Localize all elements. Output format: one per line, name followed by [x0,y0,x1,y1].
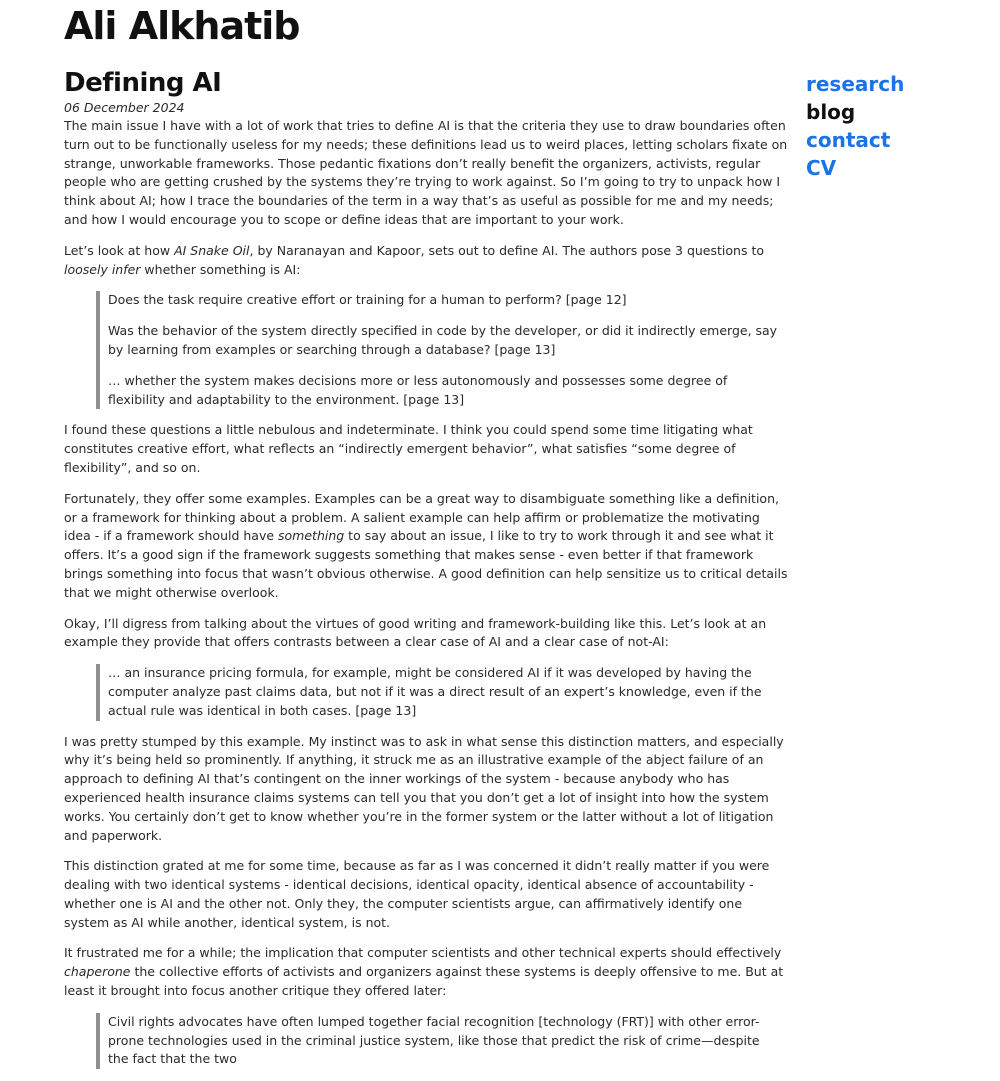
text-run: whether something is AI: [140,261,301,277]
emphasis: loosely infer [64,261,141,277]
blockquote [96,1013,788,1069]
nav-link-blog[interactable]: blog [806,100,856,124]
post-paragraph [64,490,788,603]
book-title: AI Snake Oil [174,242,250,258]
emphasis: chaperone [64,964,131,980]
text-run: Fortunately, they offer some examples. Examples can be a great way to disambiguate something like a definition, or a framework for thinking about a problem. A salient example can help affirm or problematize the motivating idea - if a framework should have [64,490,779,544]
post-paragraph: Okay, I’ll digress from talking about the virtues of good writing and framework-building like this. Let’s look at an example they provide that offers contrasts between a clear case of AI and a clear case of not-AI: [64,615,767,650]
blog-post [64,66,788,1081]
blockquote [96,664,788,720]
nav-link-research[interactable]: research [806,72,905,96]
quote-paragraph: Does the task require creative effort or training for a human to perform? [page 12] [108,292,627,308]
nav-link-cv[interactable]: CV [806,156,837,180]
post-title: Defining AI [64,68,222,98]
blockquote [96,291,788,409]
text-run: , by Naranayan and Kapoor, sets out to define AI. The authors pose 3 questions to [249,242,764,258]
post-paragraph [64,944,788,1000]
post-paragraph [64,242,788,280]
post-paragraph: The main issue I have with a lot of work that tries to define AI is that the criteria they use to draw boundaries often turn out to be functionally useless for my needs; these definitions lead us to weird places, letting scholars fixate on strange, unworkable frameworks. Those pedantic fixations don’t really benefit the organizers, activists, regular people who are getting crushed by the systems they’re trying to work against. So I’m going to try to unpack how I think about AI; how I trace the boundaries of the term in a way that’s as useful as possible for me and my needs; and how I would encourage you to scope or define ideas that are important to your work. [64,118,788,227]
quote-paragraph: … an insurance pricing formula, for example, might be considered AI if it was developed by having the computer analyze past claims data, but not if it was a direct result of an expert’s knowledge, even if the actual rule was identical in both cases. [page 13] [108,665,762,718]
post-paragraph: This distinction grated at me for some time, because as far as I was concerned it didn’t really matter if you were dealing with two identical systems - identical decisions, identical opacity, identical absence of accountability - whether one is AI and the other not. Only they, the computer scientists argue, can affirmatively identify one system as AI while another, identical system, is not. [64,858,770,930]
post-paragraph: I found these questions a little nebulous and indeterminate. I think you could spend some time litigating what constitutes creative effort, what reflects an “indirectly emergent behavior”, what satisfies “some degree of flexibility”, and so on. [64,422,753,475]
text-run: Let’s look at how [64,242,175,258]
post-date: 06 December 2024 [64,100,185,115]
quote-paragraph: … whether the system makes decisions more or less autonomously and possesses some degree of flexibility and adaptability to the environment. [page 13] [108,372,728,407]
text-run: It frustrated me for a while; the implication that computer scientists and other technical experts should effectively [64,945,782,961]
emphasis: something [278,528,345,544]
quote-paragraph: Was the behavior of the system directly specified in code by the developer, or did it indirectly emerge, say by learning from examples or searching through a database? [page 13] [108,323,778,357]
text-run: the collective efforts of activists and organizers against these systems is deeply offensive to me. But at least it brought into focus another critique they offered later: [64,964,784,999]
text-run: to say about an issue, I like to try to work through it and see what it offers. It’s a good sign if the framework suggests something that makes sense - even better if that framework brings something into focus that wasn’t obvious otherwise. A good definition can help sensitize us to critical details that we might otherwise overlook. [64,528,788,600]
post-paragraph: I was pretty stumped by this example. My instinct was to ask in what sense this distinction matters, and especially why it’s being held so prominently. If anything, it struck me as an illustrative example of the abject failure of an approach to defining AI that’s contingent on the inner workings of the system - because anybody who has experienced health insurance claims systems can tell you that you don’t get a lot of insight into how the system works. You certainly don’t get to know whether you’re in the former system or the latter without a lot of litigation and paperwork. [64,733,784,843]
site-nav [806,70,996,182]
nav-link-contact[interactable]: contact [806,128,891,152]
quote-paragraph: Civil rights advocates have often lumped together facial recognition [technology (FRT)] with other error-prone technologies used in the criminal justice system, like those that predict the risk of crime—despite the fact that the two [108,1013,760,1067]
site-title[interactable]: Ali Alkhatib [64,4,300,48]
